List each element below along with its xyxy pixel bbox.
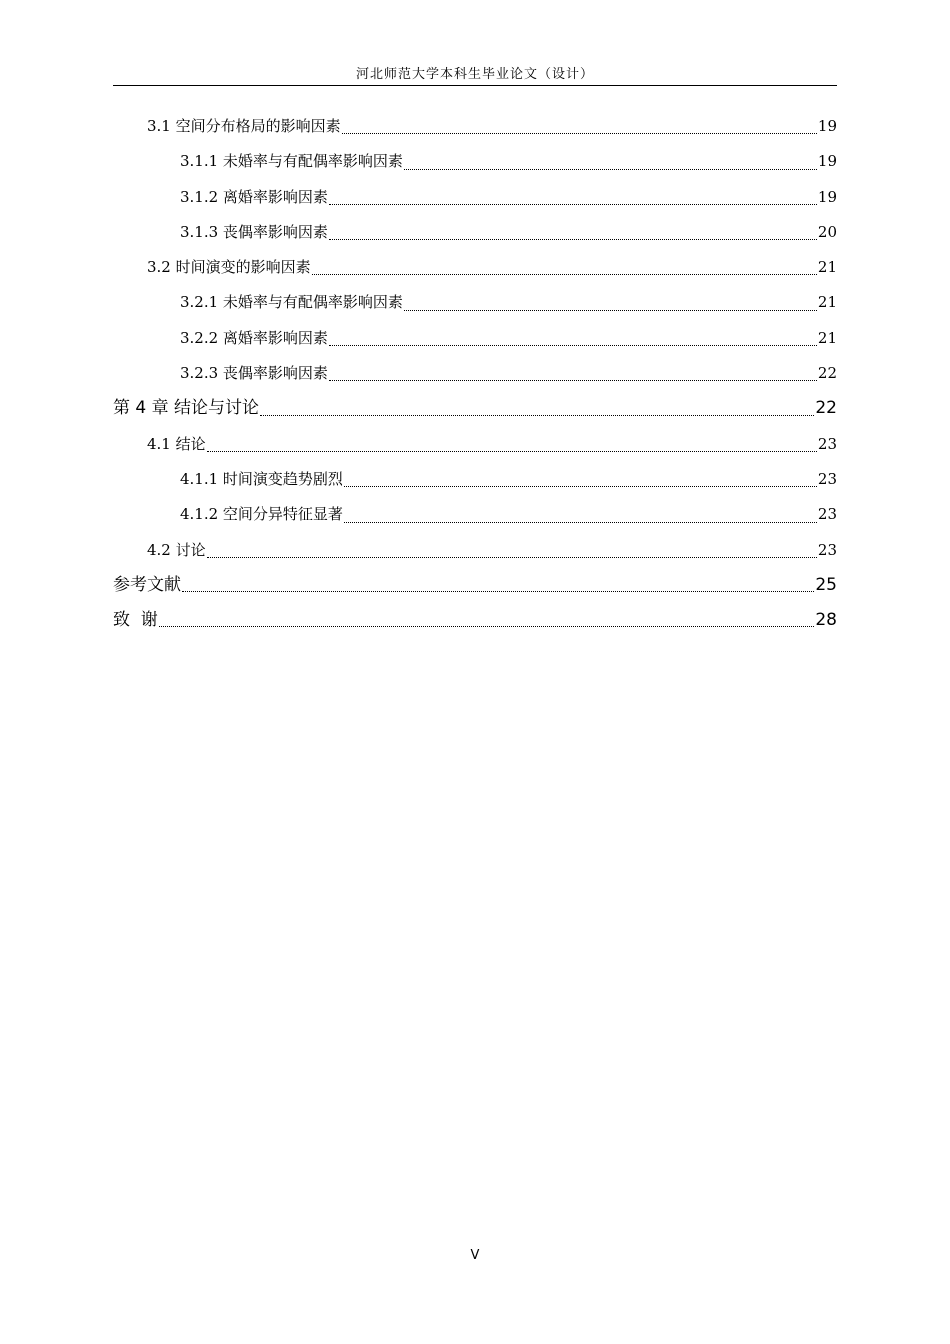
toc-leader-dots	[207, 557, 817, 558]
toc-entry-page: 19	[817, 117, 837, 135]
toc-entry-title: 3.1.3 丧偶率影响因素	[180, 222, 328, 241]
toc-chapter-entry[interactable]	[113, 568, 837, 603]
toc-entry-page: 22	[815, 398, 837, 419]
toc-entry-title: 4.2 讨论	[147, 540, 206, 559]
toc-chapter-entry[interactable]	[113, 603, 837, 638]
toc-entry-title: 4.1 结论	[147, 434, 206, 453]
toc-leader-dots	[329, 380, 817, 381]
toc-entry-page: 19	[817, 152, 837, 171]
toc-entry-page: 23	[817, 469, 837, 488]
toc-entry[interactable]	[113, 462, 837, 497]
toc-leader-dots	[404, 310, 817, 311]
toc-entry-page: 21	[817, 328, 837, 347]
toc-entry[interactable]	[113, 285, 837, 320]
toc-entry-page: 25	[815, 574, 837, 595]
toc-leader-dots	[329, 239, 817, 240]
toc-entry[interactable]	[113, 533, 837, 568]
table-of-contents	[113, 109, 837, 638]
toc-leader-dots	[159, 626, 815, 627]
toc-entry[interactable]	[113, 215, 837, 250]
toc-entry[interactable]	[113, 109, 837, 144]
toc-entry-page: 21	[817, 258, 837, 277]
toc-entry[interactable]	[113, 321, 837, 356]
toc-leader-dots	[342, 133, 817, 134]
toc-leader-dots	[344, 522, 817, 523]
toc-entry-title: 4.1.1 时间演变趋势剧烈	[180, 469, 343, 488]
toc-entry-title: 3.2.1 未婚率与有配偶率影响因素	[180, 293, 403, 312]
toc-entry[interactable]	[113, 250, 837, 285]
header-rule	[113, 85, 837, 86]
page-number: V	[470, 1248, 480, 1263]
toc-entry-page: 22	[817, 364, 837, 383]
toc-entry-page: 28	[815, 610, 837, 631]
toc-entry-title: 3.1.2 离婚率影响因素	[180, 187, 328, 206]
toc-entry-page: 23	[817, 505, 837, 524]
toc-entry-title: 3.2 时间演变的影响因素	[147, 258, 311, 277]
toc-entry-title: 3.2.2 离婚率影响因素	[180, 328, 328, 347]
toc-leader-dots	[207, 451, 817, 452]
toc-entry-title: 3.1 空间分布格局的影响因素	[147, 117, 341, 135]
toc-entry[interactable]	[113, 180, 837, 215]
toc-chapter-entry[interactable]	[113, 391, 837, 426]
toc-entry-page: 23	[817, 434, 837, 453]
toc-entry[interactable]	[113, 144, 837, 179]
toc-entry-title: 致 谢	[113, 610, 158, 631]
toc-leader-dots	[182, 591, 814, 592]
page-header: 河北师范大学本科生毕业论文（设计）	[355, 67, 594, 82]
toc-entry-title: 参考文献	[113, 574, 181, 595]
toc-leader-dots	[404, 169, 817, 170]
toc-entry[interactable]	[113, 427, 837, 462]
toc-entry-page: 19	[817, 187, 837, 206]
toc-leader-dots	[312, 274, 817, 275]
toc-leader-dots	[260, 415, 814, 416]
toc-leader-dots	[329, 345, 817, 346]
toc-entry[interactable]	[113, 356, 837, 391]
toc-entry-page: 23	[817, 540, 837, 559]
toc-entry-title: 3.1.1 未婚率与有配偶率影响因素	[180, 152, 403, 171]
toc-entry-title: 4.1.2 空间分异特征显著	[180, 505, 343, 524]
toc-entry-title: 3.2.3 丧偶率影响因素	[180, 364, 328, 383]
toc-leader-dots	[329, 204, 817, 205]
toc-entry-page: 21	[817, 293, 837, 312]
toc-leader-dots	[344, 486, 817, 487]
toc-entry-title: 第 4 章 结论与讨论	[113, 398, 260, 419]
toc-entry-page: 20	[817, 222, 837, 241]
toc-entry[interactable]	[113, 497, 837, 532]
